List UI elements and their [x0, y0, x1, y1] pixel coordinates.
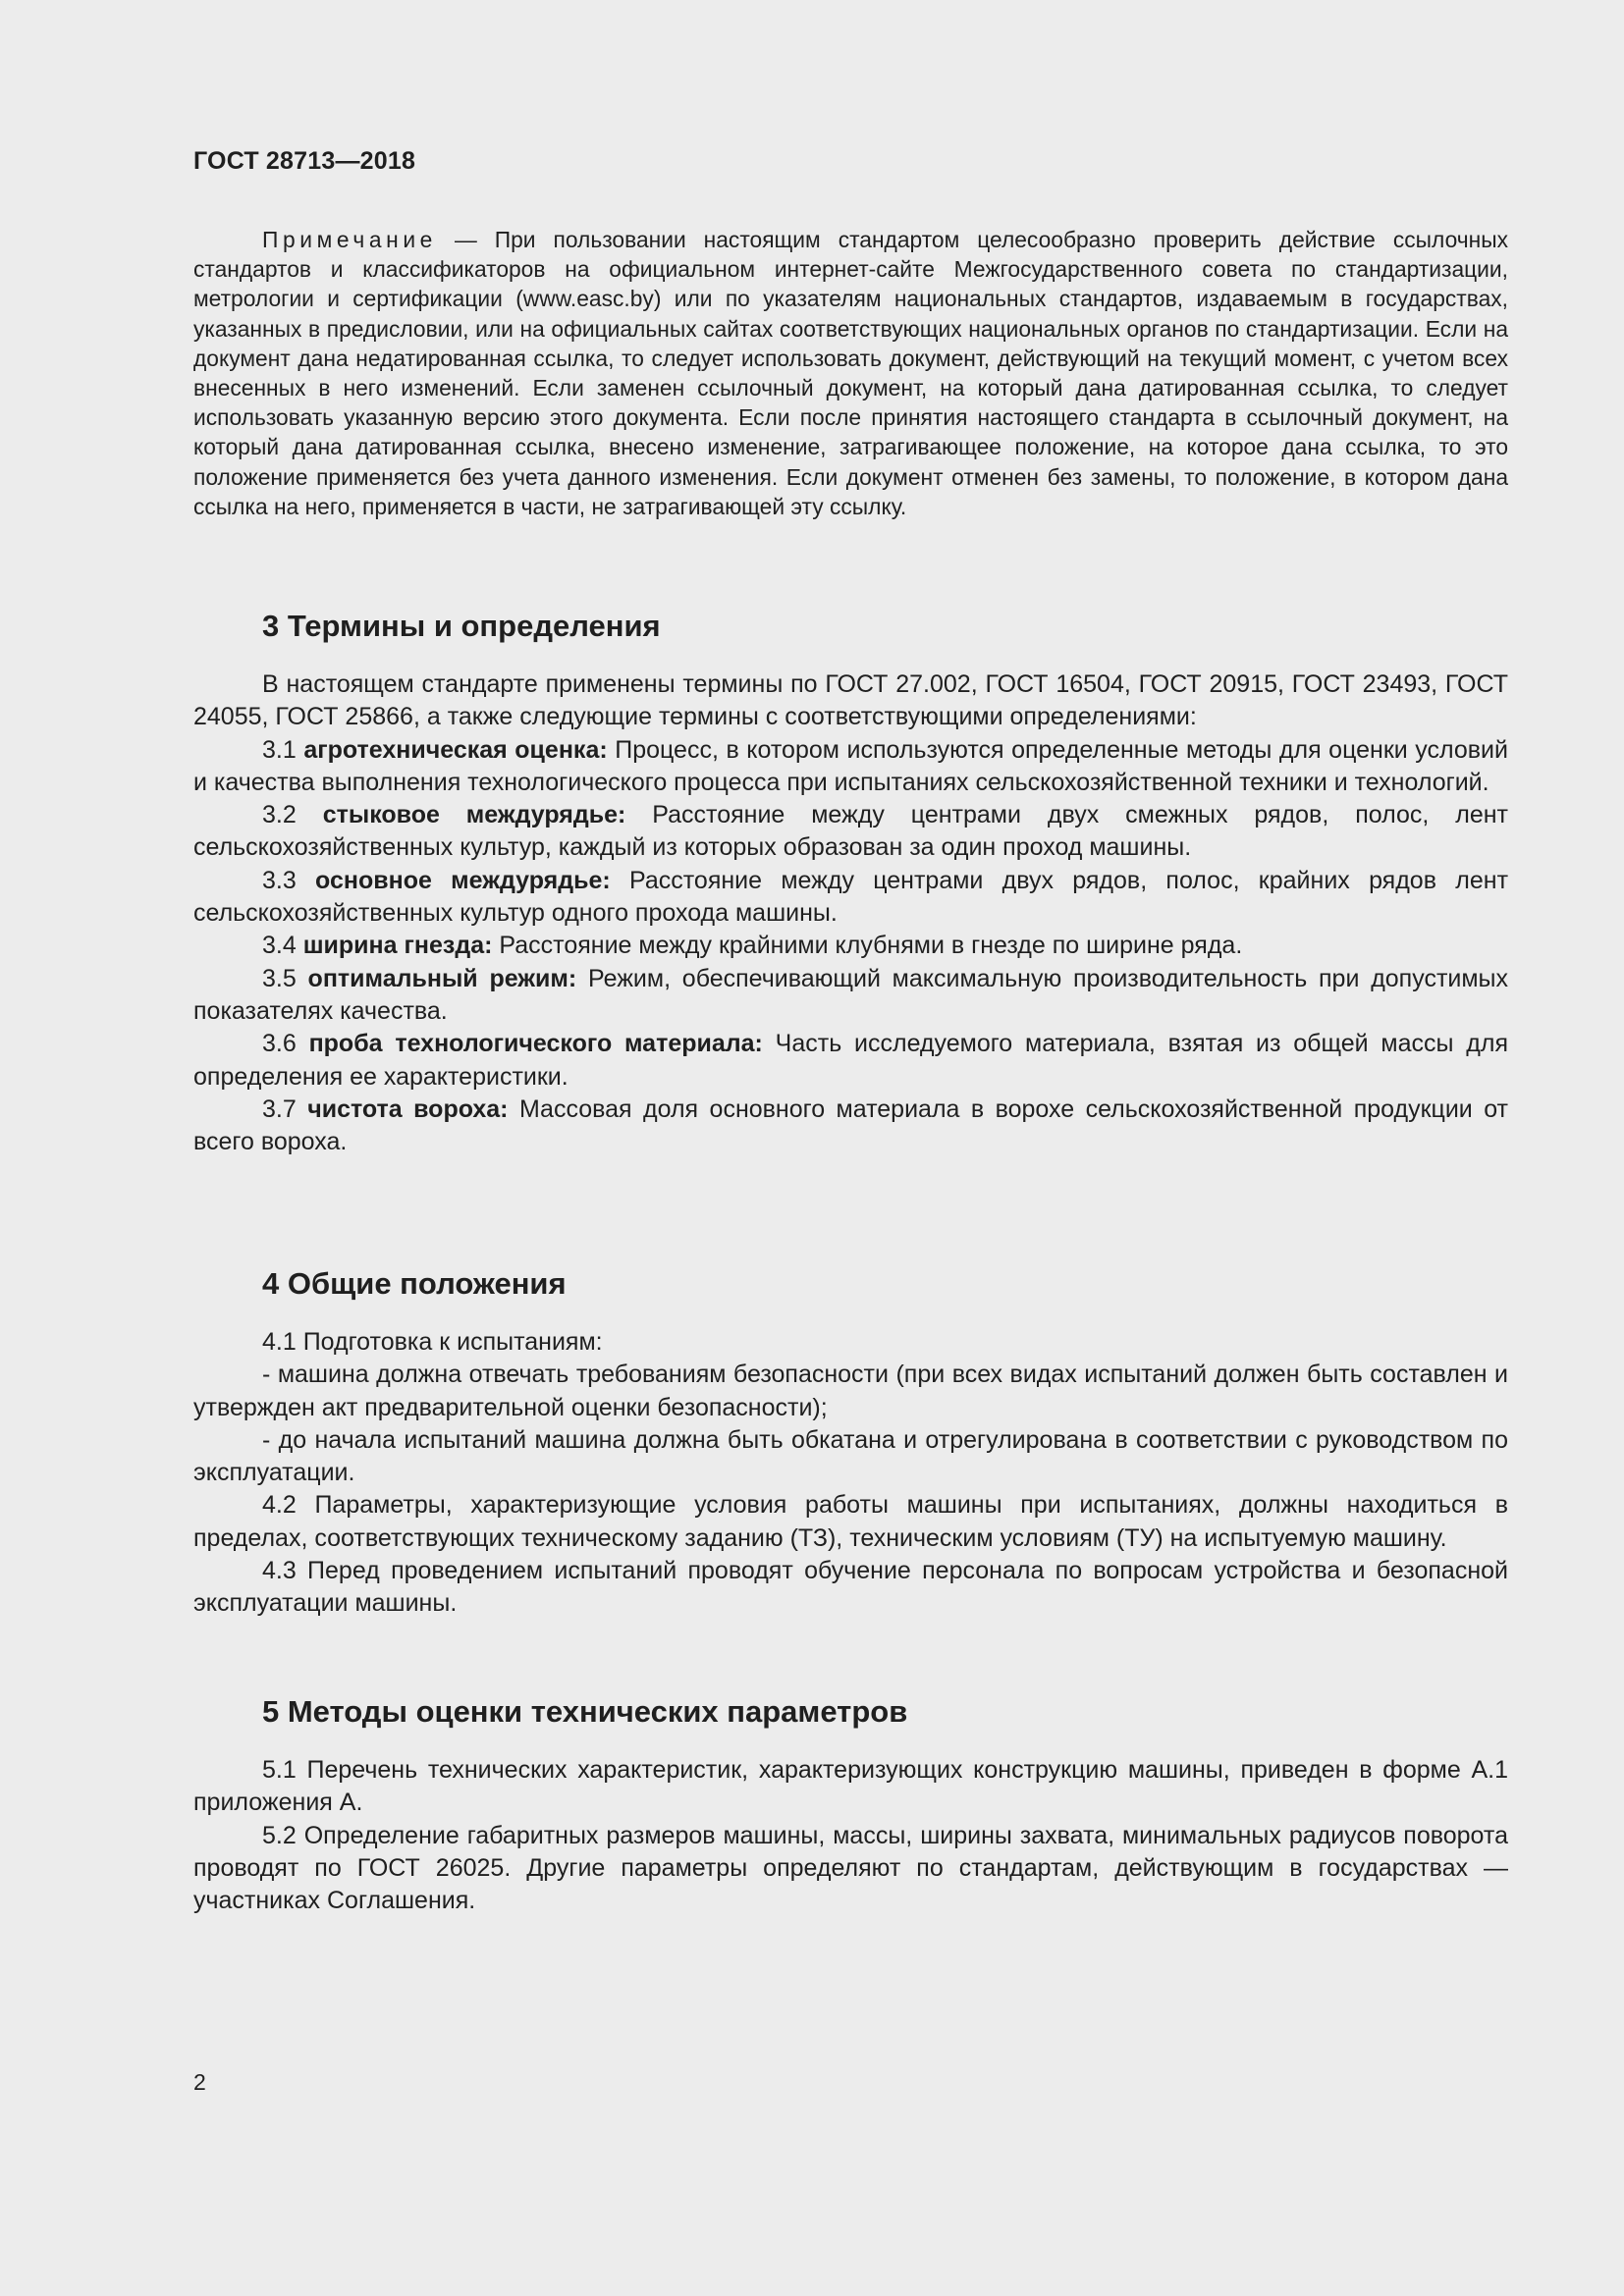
term-number: 3.1: [262, 735, 304, 764]
paragraph: 4.3 Перед проведением испытаний проводят обучение персонала по вопросам устройства и безопасной эксплуатации машины.: [193, 1557, 1508, 1618]
note-label: Примечание: [262, 227, 437, 252]
paragraph: 5.1 Перечень технических характеристик, характеризующих конструкцию машины, приведен в форме А.1 приложения А.: [193, 1756, 1508, 1817]
paragraph: 4.1 Подготовка к испытаниям:: [262, 1328, 603, 1356]
term-name: проба технологического материала:: [308, 1030, 763, 1058]
paragraph: 4.2 Параметры, характеризующие условия работы машины при испытаниях, должны находиться в пределах, соответствующих техническому заданию (ТЗ), техническим условиям (ТУ) на испытуемую машину.: [193, 1491, 1508, 1552]
term-definition: Процесс, в котором используются определенные методы для оценки условий и качества выполнения технологического процесса при испытаниях сельскохозяйственной техники и технологий.: [193, 735, 1508, 796]
term-name: агротехническая оценка:: [303, 735, 608, 764]
term-name: основное междурядье:: [315, 866, 611, 894]
reference-note: [193, 225, 1508, 521]
term-number: 3.5: [262, 964, 308, 992]
term-item: [193, 865, 1508, 931]
term-number: 3.7: [262, 1095, 308, 1123]
section-terms: [193, 607, 1508, 1158]
term-number: 3.2: [262, 801, 323, 829]
term-name: чистота вороха:: [307, 1095, 509, 1123]
term-item: [193, 1094, 1508, 1159]
term-item: [193, 799, 1508, 865]
section-methods: [193, 1692, 1508, 1917]
term-definition: Часть исследуемого материала, взятая из общей массы для определения ее характеристики.: [193, 1030, 1509, 1091]
section-title: 3 Термины и определения: [262, 609, 661, 643]
paragraph: - до начала испытаний машина должна быть обкатана и отрегулирована в соответствии с руководством по эксплуатации.: [193, 1425, 1508, 1487]
term-item: [193, 963, 1508, 1029]
term-definition: Режим, обеспечивающий максимальную производительность при допустимых показателях качества.: [193, 964, 1509, 1025]
term-item: [193, 734, 1508, 800]
term-number: 3.3: [262, 866, 316, 894]
paragraph: - машина должна отвечать требованиям безопасности (при всех видах испытаний должен быть составлен и утвержден акт предварительной оценки безопасности);: [193, 1361, 1508, 1421]
document-code: ГОСТ 28713—2018: [193, 147, 416, 175]
term-name: оптимальный режим:: [307, 964, 577, 992]
term-item: [193, 1028, 1508, 1094]
section-title: 4 Общие положения: [262, 1266, 567, 1301]
note-text: — При пользовании настоящим стандартом целесообразно проверить действие ссылочных стандартов и классификаторов на официальном интернет-сайте Межгосударственного совета по стандартизации, метрологии и сертификации (www.easc.by) или по указателям национальных стандартов, издаваемым в государствах, указанных в предисловии, или на официальных сайтах соответствующих национальных органов по стандартизации. Если на документ дана недатированная ссылка, то следует использовать документ, действующий на текущий момент, с учетом всех внесенных в него изменений. Если заменен ссылочный документ, на который дана датированная ссылка, то следует использовать указанную версию этого документа. Если после принятия настоящего стандарта в ссылочный документ, на который дана датированная ссылка, внесено изменение, затрагивающее положение, на которое дана ссылка, то это положение применяется без учета данного изменения. Если документ отменен без замены, то положение, в котором дана ссылка на него, применяется в части, не затрагивающей эту ссылку.: [193, 227, 1508, 519]
terms-intro: В настоящем стандарте применены термины по ГОСТ 27.002, ГОСТ 16504, ГОСТ 20915, ГОСТ 23493, ГОСТ 24055, ГОСТ 25866, а также следующие термины с соответствующими определениями:: [193, 670, 1508, 731]
paragraph: 5.2 Определение габаритных размеров машины, массы, ширины захвата, минимальных радиусов поворота проводят по ГОСТ 26025. Другие параметры определяют по стандартам, действующим в государствах — участниках Соглашения.: [193, 1821, 1508, 1915]
section-title: 5 Методы оценки технических параметров: [262, 1694, 908, 1729]
term-number: 3.6: [262, 1030, 309, 1058]
page-number: 2: [193, 2069, 206, 2095]
term-name: ширина гнезда:: [302, 932, 493, 960]
term-number: 3.4: [262, 932, 303, 960]
term-definition: Массовая доля основного материала в ворохе сельскохозяйственной продукции от всего вороха.: [193, 1095, 1509, 1156]
term-name: стыковое междурядье:: [322, 801, 626, 829]
term-definition: Расстояние между крайними клубнями в гнезде по ширине ряда.: [492, 932, 1243, 960]
section-general: [193, 1264, 1508, 1621]
term-definition: Расстояние между центрами двух смежных рядов, полос, лент сельскохозяйственных культур, каждый из которых образован за один проход машины.: [193, 801, 1509, 862]
term-definition: Расстояние между центрами двух рядов, полос, крайних рядов лент сельскохозяйственных культур одного прохода машины.: [193, 866, 1509, 928]
term-item: [193, 930, 1508, 962]
